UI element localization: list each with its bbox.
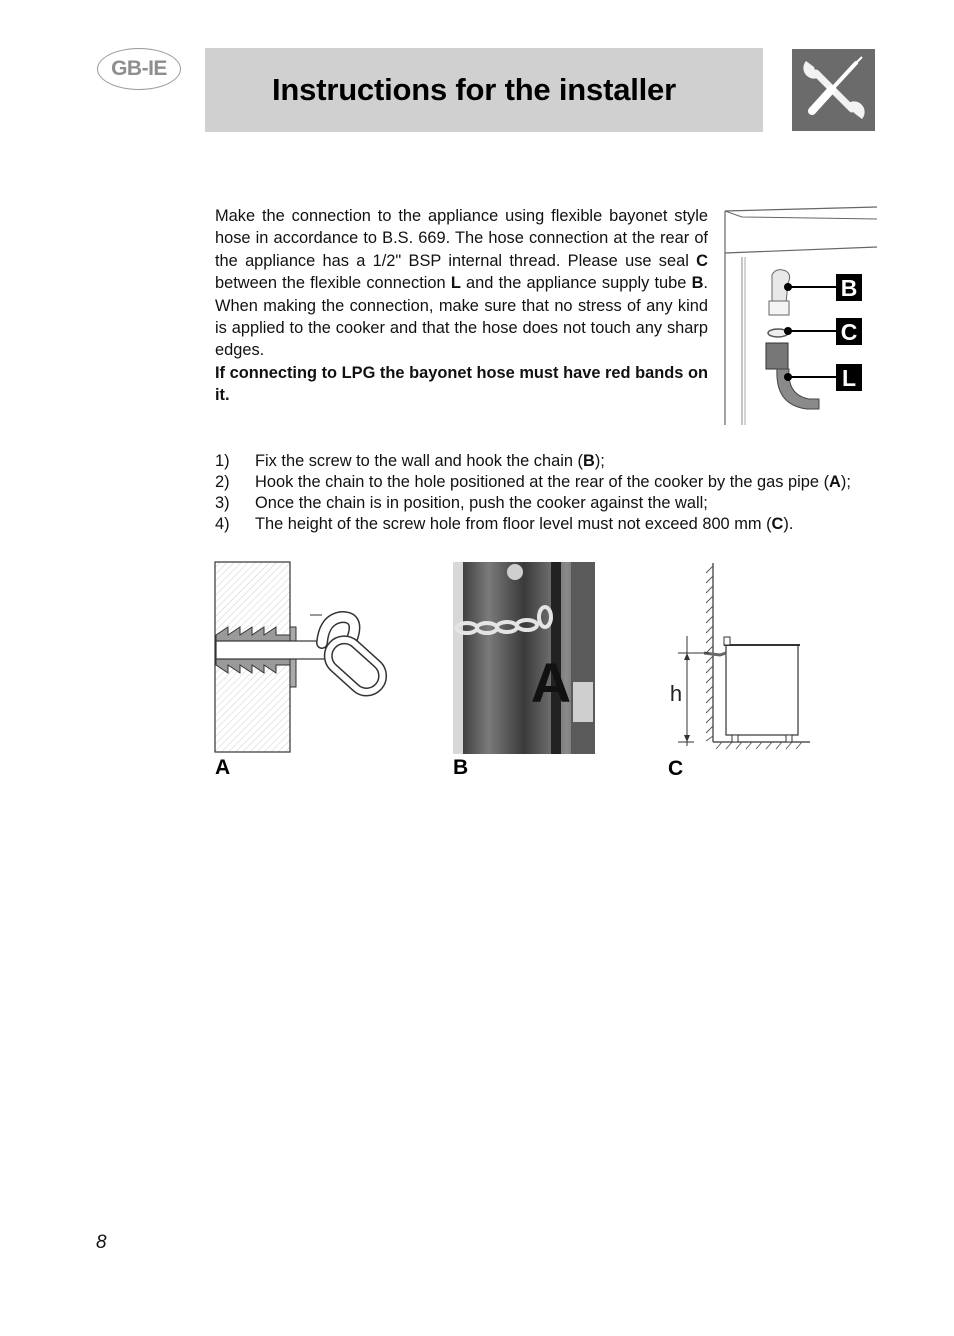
diagram-label-b: B: [840, 275, 858, 301]
diagram-label-l: L: [841, 365, 857, 391]
photo-overlay-letter: A: [530, 651, 572, 714]
wrench-screwdriver-icon: [792, 49, 875, 131]
page-title: Instructions for the installer: [272, 72, 676, 107]
list-item: 2) Hook the chain to the hole positioned at the rear of the cooker by the gas pipe (A);: [215, 473, 851, 491]
list-item: 1) Fix the screw to the wall and hook the chain (B);: [215, 452, 605, 470]
region-badge: GB-IE: [97, 48, 181, 90]
hose-connection-diagram: [722, 203, 877, 425]
figure-c-height-diagram: [664, 561, 814, 753]
connection-paragraph: Make the connection to the appliance using flexible bayonet style hose in accordance to B.S. 669. The hose connection at the rear of the appliance has a 1/2" BSP internal thread. Please use seal C between the flexible connection L and the appliance supply tube B. When making the connection, make sure that no stress of any kind is applied to the cooker and that the hose does not touch any sharp edges.: [215, 207, 708, 360]
list-item: 3) Once the chain is in position, push the cooker against the wall;: [215, 494, 708, 512]
page-number: 8: [96, 1232, 107, 1253]
figure-c-label: C: [668, 757, 684, 780]
height-symbol: h: [669, 681, 683, 706]
connection-instructions: [215, 205, 708, 407]
lpg-warning: If connecting to LPG the bayonet hose must have red bands on it.: [215, 363, 708, 405]
figure-a-wall-hook: [214, 561, 394, 755]
header-band: [205, 48, 763, 132]
diagram-label-c: C: [840, 319, 858, 345]
figure-b-chain-photo: [453, 562, 595, 754]
list-item: 4) The height of the screw hole from floor level must not exceed 800 mm (C).: [215, 515, 794, 533]
figure-a-label: A: [215, 756, 231, 779]
chain-steps-list: [215, 451, 867, 535]
figure-b-label: B: [453, 756, 469, 779]
